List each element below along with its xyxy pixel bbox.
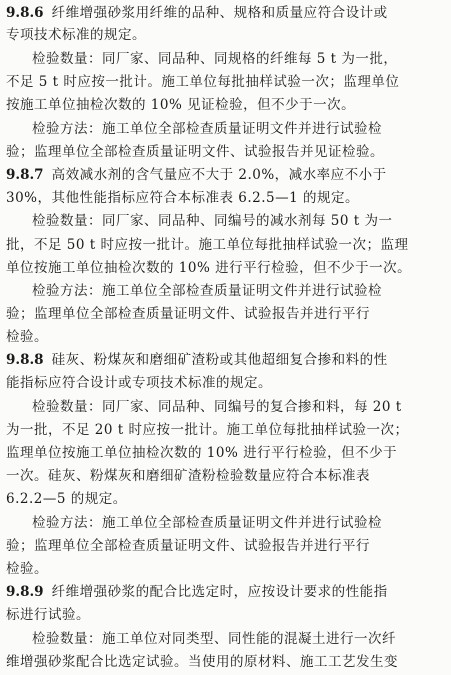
clause-number: 9.8.6 [6, 5, 44, 21]
text-line: 单位按施工单位抽检次数的 10% 进行平行检验，但不少于一次。 [6, 260, 412, 276]
text-line: 为一批，不足 20 t 时应按一批计。施工单位每批抽样试验一次； [6, 422, 409, 438]
text-line: 能指标应符合设计或专项技术标准的规定。 [6, 375, 272, 391]
text-line: 验；监理单位全部检查质量证明文件、试验报告并进行平行 [6, 306, 370, 322]
clause-text: 纤维增强砂浆的配合比选定时，应按设计要求的性能指 [51, 584, 388, 600]
text-line: 30%，其他性能指标应符合本标准表 6.2.5—1 的规定。 [6, 190, 360, 206]
clause-number: 9.8.9 [6, 584, 44, 600]
text-line: 检验。 [6, 329, 48, 345]
text-line: 检验数量：同厂家、同品种、同规格的纤维每 5 t 为一批， [32, 51, 398, 67]
clause-9-8-9-heading [6, 583, 388, 601]
clause-9-8-8-heading [6, 351, 388, 369]
text-line: 检验。 [6, 561, 48, 577]
clause-number: 9.8.8 [6, 352, 44, 368]
clause-9-8-7-heading [6, 166, 387, 184]
text-line: 监理单位按施工单位抽检次数的 10% 进行平行检验，但不少于 [6, 445, 398, 461]
clause-text: 纤维增强砂浆用纤维的品种、规格和质量应符合设计或 [51, 5, 388, 21]
clause-text: 硅灰、粉煤灰和磨细矿渣粉或其他超细复合掺和料的性 [51, 352, 388, 368]
text-line: 按施工单位抽检次数的 10% 见证检验，但不少于一次。 [6, 97, 356, 113]
text-line: 检验方法：施工单位全部检查质量证明文件并进行试验检 [32, 283, 382, 299]
text-line: 维增强砂浆配合比选定试验。当使用的原材料、施工工艺发生变 [6, 654, 398, 670]
clause-9-8-6-heading [6, 4, 388, 22]
text-line: 批，不足 50 t 时应按一批计。施工单位每批抽样试验一次；监理 [6, 237, 409, 253]
text-line: 专项技术标准的规定。 [6, 27, 146, 43]
text-line: 检验数量：同厂家、同品种、同编号的复合掺和料，每 20 t [32, 399, 402, 415]
clause-text: 高效减水剂的含气量应不大于 2.0%，减水率应不小于 [51, 167, 387, 183]
text-line: 6.2.2—5 的规定。 [6, 491, 127, 507]
text-line: 检验数量：同厂家、同品种、同编号的减水剂每 50 t 为一 [32, 213, 393, 229]
text-line: 检验方法：施工单位全部检查质量证明文件并进行试验检 [32, 121, 382, 137]
text-line: 标进行试验。 [6, 607, 90, 623]
clause-number: 9.8.7 [6, 167, 44, 183]
text-line: 验；监理单位全部检查质量证明文件、试验报告并见证检验。 [6, 144, 384, 160]
text-line: 检验数量：施工单位对同类型、同性能的混凝土进行一次纤 [32, 631, 396, 647]
text-line: 一次。硅灰、粉煤灰和磨细矿渣粉检验数量应符合本标准表 [6, 468, 370, 484]
text-line: 验；监理单位全部检查质量证明文件、试验报告并进行平行 [6, 538, 370, 554]
text-line: 不足 5 t 时应按一批计。施工单位每批抽样试验一次；监理单位 [6, 74, 400, 90]
text-line: 检验方法：施工单位全部检查质量证明文件并进行试验检 [32, 515, 382, 531]
